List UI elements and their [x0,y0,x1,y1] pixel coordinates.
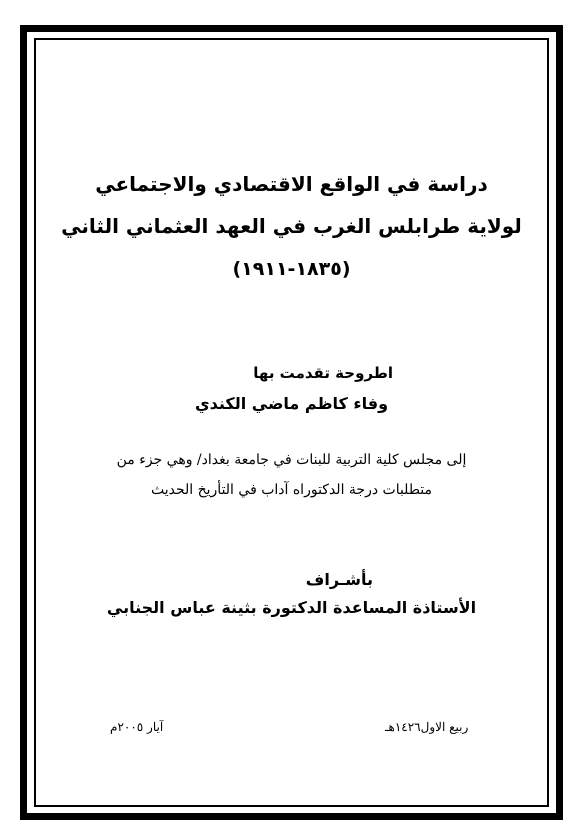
title-years: (١٨٣٥-١٩١١) [232,258,351,280]
purpose-line-2: متطلبات درجة الدكتوراه آداب في التأريخ الحديث [150,482,433,498]
title-line-2: لولاية طرابلس الغرب في العهد العثماني الثاني [61,214,522,238]
title-line-1: دراسة في الواقع الاقتصادي والاجتماعي [95,172,488,196]
gregorian-date: آيار ٢٠٠٥م [110,720,164,734]
author-name: وفاء كاظم ماضي الكندي [194,394,389,413]
purpose-line-1: إلى مجلس كلية التربية للبنات في جامعة بغداد/ وهي جزء من [116,452,467,468]
supervisor-name: الأستاذة المساعدة الدكتورة بثينة عباس الجنابي [106,598,477,617]
inner-border [34,38,549,807]
hijri-date: ربيع الاول١٤٢٦هـ [385,720,469,734]
supervision-label: بأشـراف [305,570,373,589]
presented-by-label: اطروحة تقدمت بها [253,364,393,382]
